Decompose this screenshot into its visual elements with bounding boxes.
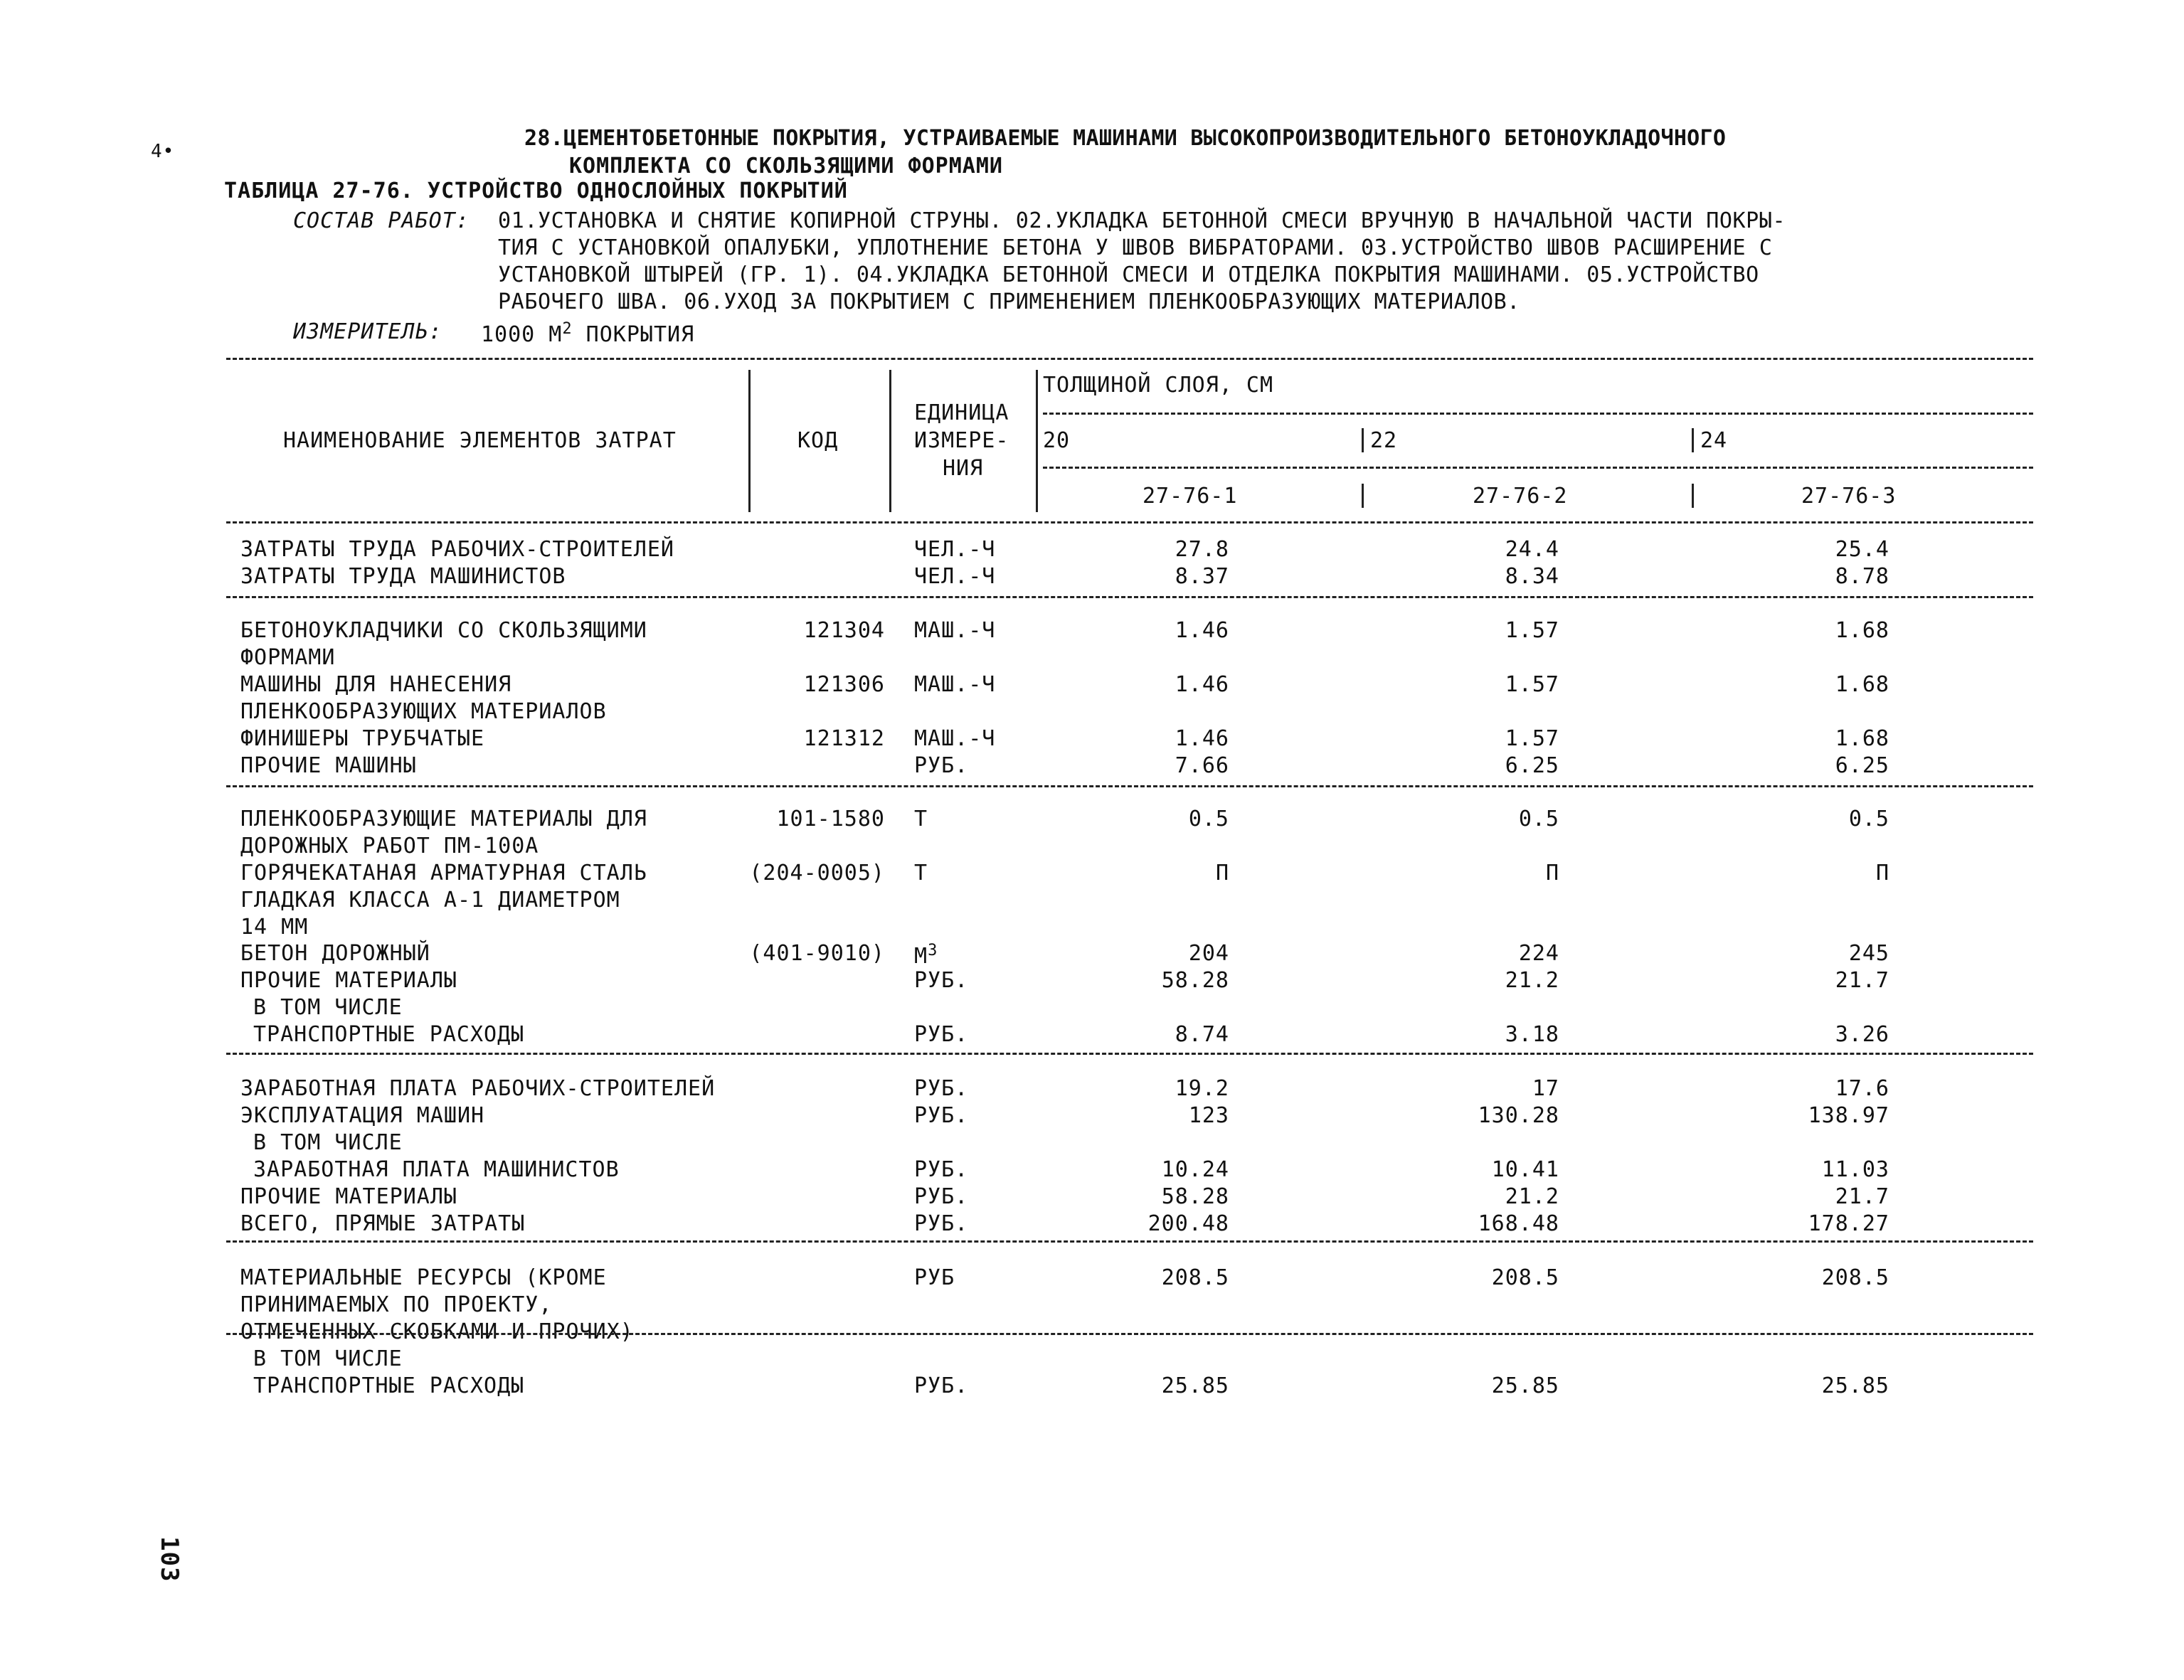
row-code: (401-9010) (749, 941, 885, 966)
sostav-line-4: РАБОЧЕГО ШВА. 06.УХОД ЗА ПОКРЫТИЕМ С ПРИМЕНЕНИЕМ ПЛЕНКООБРАЗУЮЩИХ МАТЕРИАЛОВ. (498, 289, 1520, 314)
row-name: ЗАТРАТЫ ТРУДА РАБОЧИХ-СТРОИТЕЛЕЙ (240, 537, 674, 562)
table-top-rule (226, 358, 2033, 360)
row-code: 101-1580 (776, 807, 885, 831)
row-value-3: П (1875, 861, 1889, 886)
row-unit: РУБ. (914, 1103, 969, 1128)
row-unit: Т (914, 807, 928, 831)
unit-col-header-3: НИЯ (943, 456, 984, 481)
row-value-2: 0.5 (1518, 807, 1559, 831)
row-name: ФОРМАМИ (240, 645, 336, 670)
col-divider-name (748, 370, 751, 512)
row-value-3: 11.03 (1821, 1157, 1889, 1182)
row-value-1: 10.24 (1161, 1157, 1229, 1182)
row-name: БЕТОНОУКЛАДЧИКИ СО СКОЛЬЗЯЩИМИ (240, 618, 647, 643)
izmeritel-sup: 2 (562, 320, 573, 338)
row-unit: ЧЕЛ.-Ч (914, 537, 996, 562)
row-value-2: 17 (1532, 1076, 1559, 1101)
row-value-2: 10.41 (1491, 1157, 1559, 1182)
group-separator-rule (226, 785, 2033, 787)
table-title: ТАБЛИЦА 27-76. УСТРОЙСТВО ОДНОСЛОЙНЫХ ПОКРЫТИЙ (224, 179, 848, 203)
izmeritel-value-pre: 1000 М (481, 322, 563, 347)
group-separator-rule (226, 1240, 2033, 1243)
row-name: ПРИНИМАЕМЫХ ПО ПРОЕКТУ, (240, 1292, 553, 1317)
row-value-3: 0.5 (1848, 807, 1889, 831)
row-value-2: 8.34 (1505, 564, 1559, 589)
col-divider-code3 (1692, 484, 1694, 508)
row-name: ПРОЧИЕ МАТЕРИАЛЫ (240, 968, 457, 993)
row-name: ФИНИШЕРЫ ТРУБЧАТЫЕ (240, 726, 485, 751)
row-unit-sup: 3 (928, 942, 938, 959)
thickness-header: ТОЛЩИНОЙ СЛОЯ, СМ (1043, 373, 1274, 398)
izmeritel-value (481, 321, 694, 346)
row-value-2: 6.25 (1505, 753, 1559, 778)
thick-22: 22 (1370, 428, 1398, 453)
row-value-1: 7.66 (1175, 753, 1229, 778)
row-value-1: 1.46 (1175, 726, 1229, 751)
row-value-1: 200.48 (1147, 1211, 1229, 1236)
row-name: ПЛЕНКООБРАЗУЮЩИЕ МАТЕРИАЛЫ ДЛЯ (240, 807, 647, 831)
row-name: ТРАНСПОРТНЫЕ РАСХОДЫ (253, 1022, 525, 1047)
row-value-2: 1.57 (1505, 618, 1559, 643)
row-value-3: 208.5 (1821, 1265, 1889, 1290)
row-name: ГОРЯЧЕКАТАНАЯ АРМАТУРНАЯ СТАЛЬ (240, 861, 647, 886)
row-value-3: 8.78 (1835, 564, 1889, 589)
row-value-3: 25.85 (1821, 1373, 1889, 1398)
row-value-3: 1.68 (1835, 672, 1889, 697)
row-value-1: 58.28 (1161, 1184, 1229, 1209)
sostav-line-1: 01.УСТАНОВКА И СНЯТИЕ КОПИРНОЙ СТРУНЫ. 02.УКЛАДКА БЕТОННОЙ СМЕСИ ВРУЧНУЮ В НАЧАЛЬНОЙ ЧАСТИ ПОКРЫ- (498, 208, 1786, 233)
code-rule (1043, 467, 2033, 469)
row-name: 14 ММ (240, 915, 309, 940)
row-unit: МАШ.-Ч (914, 726, 996, 751)
row-value-2: 21.2 (1505, 968, 1559, 993)
row-value-1: 1.46 (1175, 618, 1229, 643)
row-value-3: 1.68 (1835, 726, 1889, 751)
row-value-2: 21.2 (1505, 1184, 1559, 1209)
group-separator-rule (226, 1333, 2033, 1335)
group-separator-rule (226, 596, 2033, 598)
code-27-76-2: 27-76-2 (1473, 484, 1568, 509)
row-value-3: 3.26 (1835, 1022, 1889, 1047)
row-value-3: 21.7 (1835, 968, 1889, 993)
row-value-1: 27.8 (1175, 537, 1229, 562)
row-unit: ЧЕЛ.-Ч (914, 564, 996, 589)
row-code: 121306 (803, 672, 885, 697)
row-value-1: П (1215, 861, 1229, 886)
margin-mark: 4• (151, 141, 175, 162)
row-unit: РУБ. (914, 1022, 969, 1047)
row-value-3: 178.27 (1808, 1211, 1889, 1236)
row-unit: РУБ. (914, 753, 969, 778)
row-code: (204-0005) (749, 861, 885, 886)
row-name: ПЛЕНКООБРАЗУЮЩИХ МАТЕРИАЛОВ (240, 699, 607, 724)
row-value-1: 0.5 (1188, 807, 1229, 831)
row-value-3: 6.25 (1835, 753, 1889, 778)
izmeritel-label: ИЗМЕРИТЕЛЬ: (293, 319, 442, 344)
col-divider-24 (1692, 428, 1694, 452)
row-value-3: 25.4 (1835, 537, 1889, 562)
row-unit: РУБ. (914, 1211, 969, 1236)
row-value-2: 224 (1518, 941, 1559, 966)
row-unit: РУБ. (914, 1076, 969, 1101)
row-value-3: 21.7 (1835, 1184, 1889, 1209)
row-code: 121304 (803, 618, 885, 643)
row-value-2: 1.57 (1505, 726, 1559, 751)
row-name: В ТОМ ЧИСЛЕ (253, 1346, 403, 1371)
name-col-header: НАИМЕНОВАНИЕ ЭЛЕМЕНТОВ ЗАТРАТ (283, 428, 677, 453)
col-divider-22 (1362, 428, 1364, 452)
row-name: В ТОМ ЧИСЛЕ (253, 995, 403, 1020)
row-value-3: 245 (1848, 941, 1889, 966)
col-divider-code (889, 370, 891, 512)
row-name: ПРОЧИЕ МАТЕРИАЛЫ (240, 1184, 457, 1209)
row-unit: МАШ.-Ч (914, 672, 996, 697)
row-name: ВСЕГО, ПРЯМЫЕ ЗАТРАТЫ (240, 1211, 526, 1236)
row-value-2: 1.57 (1505, 672, 1559, 697)
row-value-2: П (1545, 861, 1559, 886)
row-name: МАТЕРИАЛЬНЫЕ РЕСУРСЫ (КРОМЕ (240, 1265, 607, 1290)
row-value-1: 204 (1188, 941, 1229, 966)
page-number: 103 (155, 1536, 184, 1583)
row-unit: МАШ.-Ч (914, 618, 996, 643)
row-name: ЭКСПЛУАТАЦИЯ МАШИН (240, 1103, 485, 1128)
row-code: 121312 (803, 726, 885, 751)
row-name: МАШИНЫ ДЛЯ НАНЕСЕНИЯ (240, 672, 512, 697)
row-value-2: 168.48 (1478, 1211, 1559, 1236)
row-value-3: 138.97 (1808, 1103, 1889, 1128)
row-name: ТРАНСПОРТНЫЕ РАСХОДЫ (253, 1373, 525, 1398)
thick-20: 20 (1043, 428, 1071, 453)
row-name: ДОРОЖНЫХ РАБОТ ПМ-100А (240, 834, 539, 858)
section-title-line2: КОМПЛЕКТА СО СКОЛЬЗЯЩИМИ ФОРМАМИ (569, 154, 1003, 179)
unit-col-header-1: ЕДИНИЦА (914, 400, 1009, 425)
row-name: ЗАРАБОТНАЯ ПЛАТА РАБОЧИХ-СТРОИТЕЛЕЙ (240, 1076, 716, 1101)
sostav-line-2: ТИЯ С УСТАНОВКОЙ ОПАЛУБКИ, УПЛОТНЕНИЕ БЕТОНА У ШВОВ ВИБРАТОРАМИ. 03.УСТРОЙСТВО ШВОВ РАСШИРЕНИЕ С (498, 235, 1773, 260)
row-unit: РУБ. (914, 968, 969, 993)
izmeritel-value-post: ПОКРЫТИЯ (572, 322, 695, 347)
sostav-line-3: УСТАНОВКОЙ ШТЫРЕЙ (ГР. 1). 04.УКЛАДКА БЕТОННОЙ СМЕСИ И ОТДЕЛКА ПОКРЫТИЯ МАШИНАМИ. 05.УСТРОЙСТВО (498, 262, 1759, 287)
row-value-1: 123 (1188, 1103, 1229, 1128)
code-27-76-3: 27-76-3 (1801, 484, 1897, 509)
row-unit: Т (914, 861, 928, 886)
sostav-label: СОСТАВ РАБОТ: (293, 208, 470, 233)
thick-24: 24 (1700, 428, 1728, 453)
row-name: ОТМЕЧЕННЫХ СКОБКАМИ И ПРОЧИХ) (240, 1319, 634, 1344)
row-unit: РУБ. (914, 1157, 969, 1182)
row-value-3: 1.68 (1835, 618, 1889, 643)
row-unit: РУБ. (914, 1184, 969, 1209)
col-divider-code2 (1362, 484, 1364, 508)
row-value-2: 24.4 (1505, 537, 1559, 562)
row-name: ПРОЧИЕ МАШИНЫ (240, 753, 417, 778)
row-name: ГЛАДКАЯ КЛАССА А-1 ДИАМЕТРОМ (240, 888, 620, 913)
row-name: БЕТОН ДОРОЖНЫЙ (240, 941, 430, 966)
row-value-2: 208.5 (1491, 1265, 1559, 1290)
section-title-line1: 28.ЦЕМЕНТОБЕТОННЫЕ ПОКРЫТИЯ, УСТРАИВАЕМЫЕ МАШИНАМИ ВЫСОКОПРОИЗВОДИТЕЛЬНОГО БЕТОНОУКЛАДОЧНОГО (524, 126, 1727, 151)
unit-col-header-2: ИЗМЕРЕ- (914, 428, 1009, 453)
row-value-1: 1.46 (1175, 672, 1229, 697)
header-bottom-rule (226, 521, 2033, 523)
row-value-1: 8.74 (1175, 1022, 1229, 1047)
group-separator-rule (226, 1053, 2033, 1055)
row-value-2: 130.28 (1478, 1103, 1559, 1128)
row-value-1: 208.5 (1161, 1265, 1229, 1290)
row-value-1: 25.85 (1161, 1373, 1229, 1398)
code-col-header: КОД (797, 428, 839, 453)
thickness-rule (1043, 413, 2033, 415)
row-value-1: 8.37 (1175, 564, 1229, 589)
row-value-2: 3.18 (1505, 1022, 1559, 1047)
row-name: ЗАТРАТЫ ТРУДА МАШИНИСТОВ (240, 564, 566, 589)
row-unit: РУБ. (914, 1373, 969, 1398)
row-name: ЗАРАБОТНАЯ ПЛАТА МАШИНИСТОВ (253, 1157, 620, 1182)
row-unit-with-sup (914, 943, 938, 967)
row-unit: РУБ (914, 1265, 955, 1290)
row-unit-base: М (914, 944, 928, 969)
row-name: В ТОМ ЧИСЛЕ (253, 1130, 403, 1155)
code-27-76-1: 27-76-1 (1143, 484, 1238, 509)
row-value-1: 58.28 (1161, 968, 1229, 993)
row-value-2: 25.85 (1491, 1373, 1559, 1398)
row-value-1: 19.2 (1175, 1076, 1229, 1101)
col-divider-unit (1036, 370, 1038, 512)
row-value-3: 17.6 (1835, 1076, 1889, 1101)
